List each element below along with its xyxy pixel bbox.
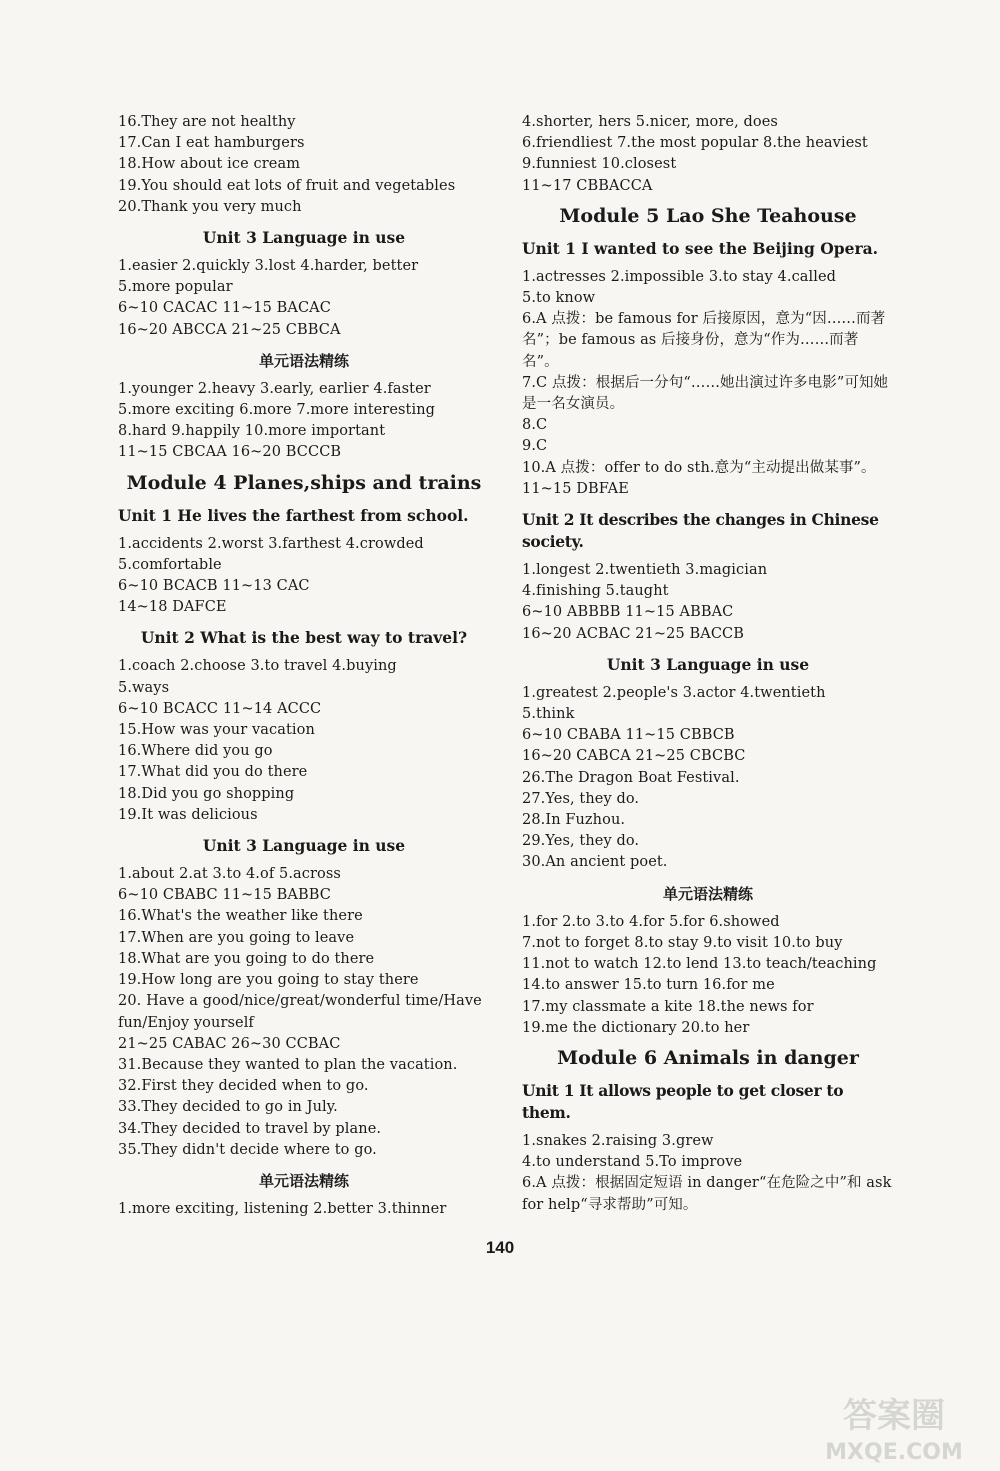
answer-line: 19.How long are you going to stay there (118, 972, 419, 989)
answer-line: 1.actresses 2.impossible 3.to stay 4.called (522, 268, 837, 285)
answer-line: 32.First they decided when to go. (118, 1078, 369, 1095)
list (522, 912, 894, 1039)
answer-line: 7.not to forget 8.to stay 9.to visit 10.to buy (522, 934, 843, 951)
answer-line: 1.for 2.to 3.to 4.for 5.for 6.showed (522, 913, 780, 930)
list (522, 1131, 894, 1216)
answer-line: 6~10 CBABA 11~15 CBBCB (522, 727, 735, 744)
answer-line: 8.hard 9.happily 10.more important (118, 423, 386, 440)
answer-line: 5.more popular (118, 279, 233, 296)
right-column (522, 112, 894, 1216)
answer-line: 30.An ancient poet. (522, 854, 668, 871)
list (118, 864, 490, 1161)
list (118, 379, 490, 464)
section-heading: 单元语法精练 (662, 884, 753, 903)
watermark-icon (794, 1387, 994, 1467)
answer-line: 8.C (522, 417, 548, 434)
answer-line: 11.not to watch 12.to lend 13.to teach/teaching (522, 956, 877, 973)
list (118, 256, 490, 341)
list (522, 560, 894, 645)
answer-line: 18.Did you go shopping (118, 785, 295, 802)
list (118, 112, 490, 218)
list (118, 534, 490, 619)
answer-line: 6.friendliest 7.the most popular 8.the heaviest (522, 135, 868, 152)
answer-line: 1.more exciting, listening 2.better 3.thinner (118, 1200, 447, 1217)
svg-text:答案圈: 答案圈 (843, 1396, 945, 1436)
answer-line: 35.They didn't decide where to go. (118, 1141, 377, 1158)
answer-line: 1.accidents 2.worst 3.farthest 4.crowded (118, 535, 424, 552)
answer-line: 16~20 ABCCA 21~25 CBBCA (118, 321, 341, 338)
section-heading: Unit 3 Language in use (202, 228, 406, 248)
answer-line: 18.How about ice cream (118, 156, 301, 173)
answer-line: 16.What's the weather like there (118, 908, 363, 925)
answer-line: 19.You should eat lots of fruit and vegetables (118, 177, 456, 194)
answer-line: 16~20 ACBAC 21~25 BACCB (522, 625, 744, 642)
answer-line: 27.Yes, they do. (522, 790, 640, 807)
answer-line: 17.my classmate a kite 18.the news for (522, 998, 814, 1015)
answer-line: 11~15 DBFAE (522, 480, 629, 497)
answer-line: 6~10 BCACC 11~14 ACCC (118, 700, 322, 717)
answer-line: 1.coach 2.choose 3.to travel 4.buying (118, 658, 397, 675)
answer-line: 33.They decided to go in July. (118, 1099, 338, 1116)
answer-line: 14.to answer 15.to turn 16.for me (522, 977, 775, 994)
answer-line: 1.younger 2.heavy 3.early, earlier 4.faster (118, 380, 431, 397)
answer-line: 7.C 点拨：根据后一分句“……她出演过许多电影”可知她是一名女演员。 (522, 374, 889, 413)
answer-line: 26.The Dragon Boat Festival. (522, 769, 740, 786)
answer-line: 29.Yes, they do. (522, 833, 640, 850)
answer-line: 19.me the dictionary 20.to her (522, 1019, 750, 1036)
answer-line: 16~20 CABCA 21~25 CBCBC (522, 748, 746, 765)
answer-line: 11~15 CBCAA 16~20 BCCCB (118, 444, 342, 461)
section-heading: Unit 3 Language in use (202, 836, 406, 856)
page-number: 140 (485, 1238, 515, 1257)
section-heading: Unit 3 Language in use (606, 654, 810, 674)
answer-line: 17.Can I eat hamburgers (118, 135, 305, 152)
module-heading: Module 4 Planes,ships and trains (126, 471, 482, 494)
module-heading: Module 5 Lao She Teahouse (559, 204, 857, 227)
answer-line: 4.shorter, hers 5.nicer, more, does (522, 114, 778, 130)
answer-line: 14~18 DAFCE (118, 599, 227, 616)
answer-line: 19.It was delicious (118, 806, 258, 823)
section-heading: Unit 1 It allows people to get closer to them. (522, 1080, 844, 1122)
answer-line: 34.They decided to travel by plane. (118, 1120, 382, 1137)
left-column (118, 112, 490, 1220)
list (118, 656, 490, 826)
answer-line: 1.about 2.at 3.to 4.of 5.across (118, 866, 341, 883)
answer-line: 1.longest 2.twentieth 3.magician (522, 562, 768, 579)
answer-line: 16.They are not healthy (118, 114, 296, 130)
section-heading: 单元语法精练 (258, 1171, 349, 1190)
list (522, 267, 894, 500)
answer-line: 28.In Fuzhou. (522, 812, 626, 829)
answer-line: 4.to understand 5.To improve (522, 1154, 743, 1171)
answer-line: 1.greatest 2.people's 3.actor 4.twentieth (522, 684, 826, 701)
module-heading: Module 6 Animals in danger (557, 1046, 859, 1069)
watermark-logo (794, 1387, 994, 1467)
list (522, 112, 894, 197)
section-heading: Unit 1 I wanted to see the Beijing Opera. (522, 238, 879, 258)
section-heading: 单元语法精练 (258, 351, 349, 370)
section-heading: Unit 2 What is the best way to travel? (140, 628, 468, 648)
section-heading: Unit 1 He lives the farthest from school. (118, 505, 469, 525)
answer-line: 18.What are you going to do there (118, 950, 375, 967)
answer-line: 1.easier 2.quickly 3.lost 4.harder, better (118, 258, 419, 275)
answer-line: 9.funniest 10.closest (522, 156, 677, 173)
answer-line: 15.How was your vacation (118, 722, 315, 739)
svg-text:MXQE.COM: MXQE.COM (825, 1440, 963, 1465)
answer-line: 5.comfortable (118, 556, 222, 573)
answer-line: 6.A 点拨：根据固定短语 in danger“在危险之中”和 ask for help“寻求帮助”可知。 (522, 1175, 892, 1213)
answer-line: 4.finishing 5.taught (522, 583, 669, 600)
answer-line: 6~10 CACAC 11~15 BACAC (118, 300, 331, 317)
answer-line: 10.A 点拨：offer to do sth.意为“主动提出做某事”。 (522, 459, 876, 476)
answer-line: 6~10 BCACB 11~13 CAC (118, 578, 310, 595)
answer-line: 17.What did you do there (118, 764, 308, 781)
answer-line: 17.When are you going to leave (118, 929, 355, 946)
section-heading: Unit 2 It describes the changes in Chinese society. (522, 510, 879, 552)
answer-line: 20.Thank you very much (118, 198, 302, 215)
answer-line: 9.C (522, 438, 548, 455)
answer-line: 11~17 CBBACCA (522, 177, 653, 194)
answer-line: 31.Because they wanted to plan the vacation. (118, 1056, 458, 1073)
answer-line: 20. Have a good/nice/great/wonderful time/Have fun/Enjoy yourself (118, 993, 482, 1031)
answer-line: 16.Where did you go (118, 743, 273, 760)
list (522, 683, 894, 874)
answer-line: 5.more exciting 6.more 7.more interesting (118, 402, 436, 419)
answer-line: 6~10 CBABC 11~15 BABBC (118, 887, 331, 904)
answer-line: 6~10 ABBBB 11~15 ABBAC (522, 604, 734, 621)
answer-line: 6.A 点拨：be famous for 后接原因，意为“因……而著名”；be famous as 后接身份，意为“作为……而著名”。 (522, 311, 886, 370)
list (118, 1199, 490, 1220)
answer-line: 1.snakes 2.raising 3.grew (522, 1132, 714, 1149)
answer-line: 5.think (522, 706, 575, 723)
answer-line: 5.ways (118, 679, 170, 696)
answer-line: 5.to know (522, 290, 596, 307)
answer-line: 21~25 CABAC 26~30 CCBAC (118, 1035, 341, 1052)
